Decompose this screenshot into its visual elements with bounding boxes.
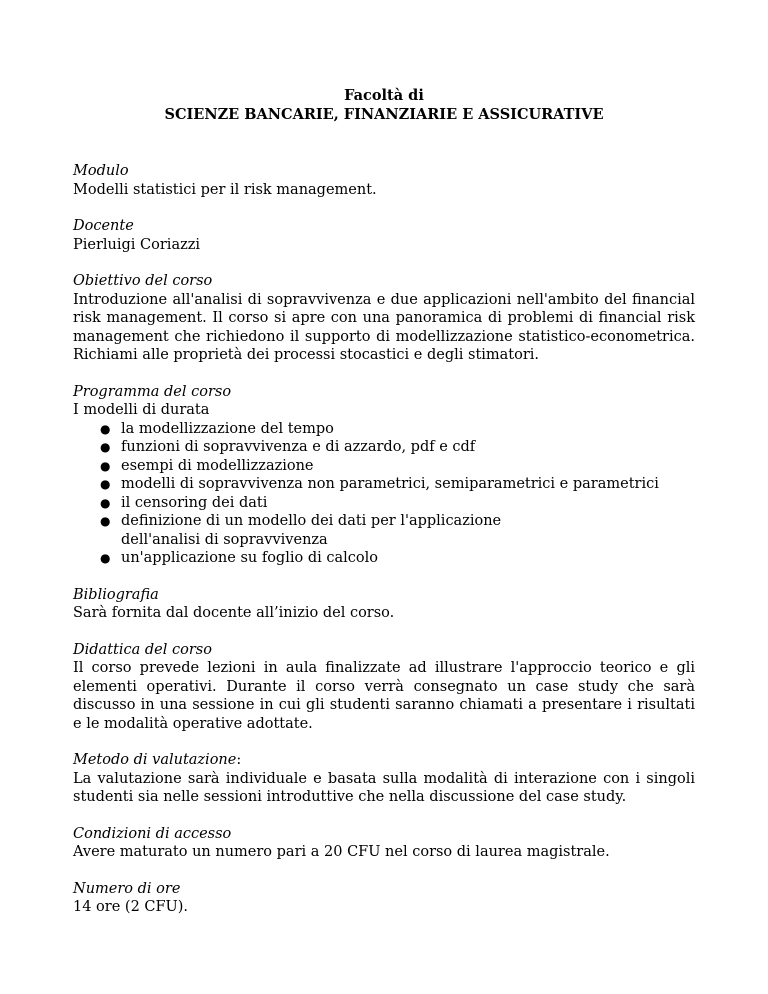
valutazione-colon: : — [236, 752, 242, 768]
faculty-header-line1: Facoltà di — [344, 87, 424, 104]
valutazione-text: La valutazione sarà individuale e basata sulla modalità di interazione con i singoli studenti sia nelle sessioni introduttive che nella discussione del case study. — [73, 770, 695, 805]
programma-list — [73, 420, 695, 568]
section-didattica — [73, 641, 695, 734]
ore-text: 14 ore (2 CFU). — [73, 899, 189, 915]
list-item — [100, 512, 695, 549]
bullet-icon: ● — [100, 551, 111, 565]
section-valutazione — [73, 751, 695, 807]
section-modulo — [73, 162, 695, 199]
list-item — [100, 438, 695, 457]
bibliografia-text: Sarà fornita dal docente all’inizio del corso. — [73, 605, 395, 621]
didattica-text: Il corso prevede lezioni in aula finalizzate ad illustrare l'approccio teorico e gli elementi operativi. Durante il corso verrà consegnato un case study che sarà discusso in una sessione in cui gli studenti saranno chiamati a presentare i risultati e le modalità operative adottate. — [73, 660, 695, 732]
list-item — [100, 457, 695, 476]
valutazione-heading — [73, 751, 695, 770]
list-item-text: il censoring dei dati — [121, 494, 268, 511]
section-obiettivo — [73, 272, 695, 365]
list-item-text: un'applicazione su foglio di calcolo — [121, 550, 378, 566]
valutazione-title: Metodo di valutazione — [73, 752, 237, 768]
bullet-icon: ● — [100, 421, 111, 436]
list-item-text: definizione di un modello dei dati per l'applicazione dell'analisi di sopravvivenza — [121, 513, 502, 548]
bullet-icon: ● — [100, 458, 111, 473]
list-item — [100, 494, 695, 513]
section-ore — [73, 880, 695, 917]
obiettivo-text: Introduzione all'analisi di sopravvivenza e due applicazioni nell'ambito del financial risk management. Il corso si apre con una panoramica di problemi di financial risk management che richiedono il supporto di modellizzazione statistico-econometrica. Richiami alle proprietà dei processi stocastici e degli stimatori. — [73, 291, 695, 363]
list-item — [100, 475, 695, 494]
section-docente — [73, 217, 695, 254]
modulo-title: Modulo — [73, 163, 129, 179]
section-programma — [73, 383, 695, 568]
modulo-text: Modelli statistici per il risk management. — [73, 181, 377, 198]
docente-text: Pierluigi Coriazzi — [73, 236, 201, 253]
section-accesso — [73, 825, 695, 862]
programma-title: Programma del corso — [73, 383, 232, 400]
list-item — [100, 549, 695, 568]
didattica-title: Didattica del corso — [73, 641, 212, 658]
list-item-text: modelli di sopravvivenza non parametrici, semiparametrici e parametrici — [121, 476, 659, 492]
list-item — [100, 420, 695, 439]
obiettivo-title: Obiettivo del corso — [73, 273, 213, 289]
bullet-icon: ● — [100, 495, 111, 510]
faculty-header-line2: SCIENZE BANCARIE, FINANZIARIE E ASSICURATIVE — [164, 105, 604, 123]
list-item-text: funzioni di sopravvivenza e di azzardo, pdf e cdf — [121, 439, 476, 455]
bullet-icon: ● — [100, 514, 111, 528]
bullet-icon: ● — [100, 440, 111, 454]
list-item-text: esempi di modellizzazione — [121, 457, 314, 474]
bibliografia-title: Bibliografia — [73, 586, 159, 603]
bullet-icon: ● — [100, 477, 111, 491]
programma-intro: I modelli di durata — [73, 402, 210, 418]
docente-title: Docente — [73, 218, 134, 234]
list-item-text: la modellizzazione del tempo — [121, 420, 334, 437]
accesso-text: Avere maturato un numero pari a 20 CFU nel corso di laurea magistrale. — [73, 844, 610, 860]
ore-title: Numero di ore — [73, 880, 181, 897]
section-bibliografia — [73, 586, 695, 623]
faculty-header — [73, 87, 695, 124]
accesso-title: Condizioni di accesso — [73, 825, 232, 842]
